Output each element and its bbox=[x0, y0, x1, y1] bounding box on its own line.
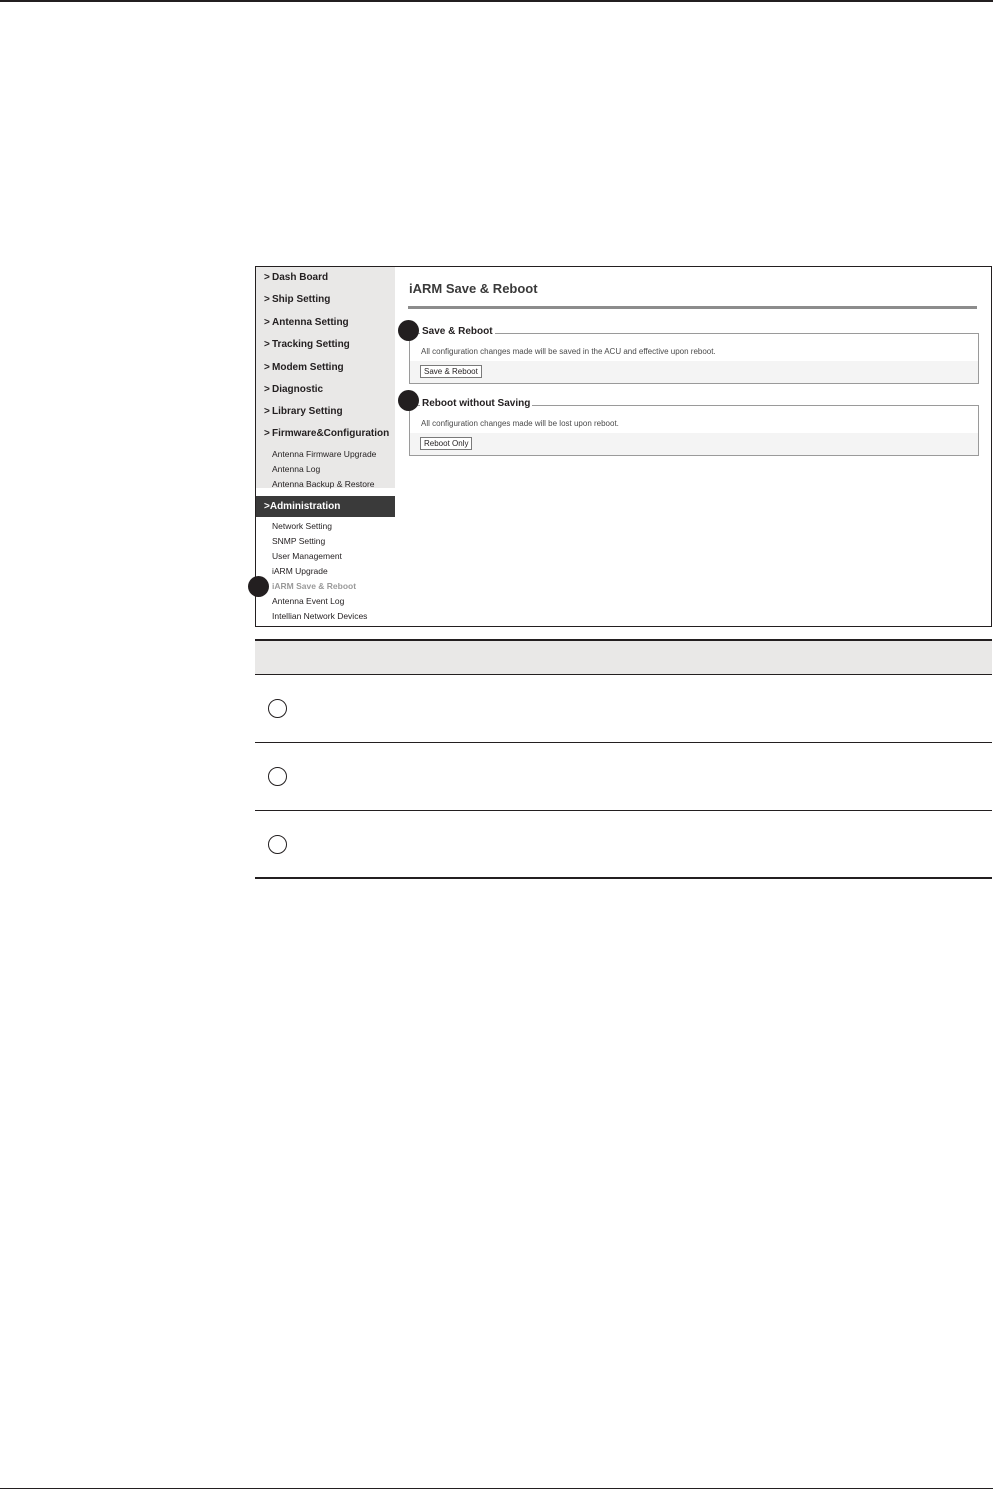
chevron-right-icon: > bbox=[264, 362, 270, 373]
save-reboot-button-bar bbox=[410, 361, 978, 383]
main-content bbox=[395, 267, 991, 626]
sidebar-subitem-network-setting[interactable]: Network Setting bbox=[272, 521, 332, 531]
sidebar-subitem-antenna-log[interactable]: Antenna Log bbox=[272, 464, 321, 474]
sidebar-subitem-user-management[interactable]: User Management bbox=[272, 551, 342, 561]
chevron-right-icon: > bbox=[264, 272, 270, 283]
reboot-only-button[interactable]: Reboot Only bbox=[420, 437, 472, 450]
reboot-only-button-bar bbox=[410, 433, 978, 455]
sidebar-subitem-antenna-event-log[interactable]: Antenna Event Log bbox=[272, 596, 345, 606]
sidebar-subitem-iarm-upgrade[interactable]: iARM Upgrade bbox=[272, 566, 328, 576]
circle-number-icon bbox=[268, 699, 287, 718]
sidebar-subitem-intellian-network-devices[interactable]: Intellian Network Devices bbox=[272, 611, 368, 621]
chevron-right-icon: > bbox=[264, 317, 270, 328]
sidebar-item-antenna-setting[interactable]: > Antenna Setting bbox=[256, 312, 395, 334]
table-row bbox=[255, 811, 992, 879]
chevron-right-icon: > bbox=[264, 428, 270, 439]
chevron-right-icon: > bbox=[264, 501, 270, 512]
callout-marker-save-reboot bbox=[398, 320, 419, 341]
sidebar-item-ship-setting[interactable]: > Ship Setting bbox=[256, 289, 395, 311]
save-reboot-section bbox=[409, 326, 979, 384]
page-top-rule bbox=[0, 0, 993, 2]
sidebar-item-diagnostic[interactable]: > Diagnostic bbox=[256, 379, 395, 401]
reboot-without-saving-legend: Reboot without Saving bbox=[422, 398, 531, 409]
save-reboot-legend: Save & Reboot bbox=[422, 326, 493, 337]
sidebar-item-dash-board[interactable]: > Dash Board bbox=[256, 267, 395, 289]
callout-marker-sidebar bbox=[248, 576, 269, 597]
sidebar bbox=[256, 267, 395, 626]
sidebar-subitem-antenna-backup-restore[interactable]: Antenna Backup & Restore bbox=[272, 479, 375, 489]
circle-number-icon bbox=[268, 767, 287, 786]
save-reboot-description: All configuration changes made will be saved in the ACU and effective upon reboot. bbox=[421, 347, 716, 356]
sidebar-subitem-iarm-save-reboot[interactable]: iARM Save & Reboot bbox=[272, 581, 357, 591]
page-title: iARM Save & Reboot bbox=[409, 281, 538, 296]
title-divider bbox=[408, 306, 977, 309]
callout-marker-reboot-without-saving bbox=[398, 390, 419, 411]
sidebar-item-modem-setting[interactable]: > Modem Setting bbox=[256, 357, 395, 379]
circle-number-icon bbox=[268, 835, 287, 854]
table-row bbox=[255, 743, 992, 811]
chevron-right-icon: > bbox=[264, 294, 270, 305]
sidebar-subitem-antenna-firmware-upgrade[interactable]: Antenna Firmware Upgrade bbox=[272, 449, 377, 459]
sidebar-item-firmware-configuration[interactable]: > Firmware&Configuration bbox=[256, 423, 395, 445]
table-header bbox=[255, 639, 992, 675]
table-row bbox=[255, 675, 992, 743]
sidebar-item-library-setting[interactable]: > Library Setting bbox=[256, 401, 395, 423]
page-bottom-rule bbox=[0, 1488, 993, 1489]
sidebar-subitem-snmp-setting[interactable]: SNMP Setting bbox=[272, 536, 326, 546]
sidebar-item-tracking-setting[interactable]: > Tracking Setting bbox=[256, 334, 395, 356]
screenshot-frame bbox=[255, 266, 992, 627]
reboot-without-saving-section bbox=[409, 398, 979, 456]
chevron-right-icon: > bbox=[264, 384, 270, 395]
reboot-without-saving-description: All configuration changes made will be lost upon reboot. bbox=[421, 419, 619, 428]
save-reboot-button[interactable]: Save & Reboot bbox=[420, 365, 482, 378]
chevron-right-icon: > bbox=[264, 406, 270, 417]
chevron-right-icon: > bbox=[264, 339, 270, 350]
sidebar-item-administration[interactable]: >Administration bbox=[256, 496, 395, 517]
